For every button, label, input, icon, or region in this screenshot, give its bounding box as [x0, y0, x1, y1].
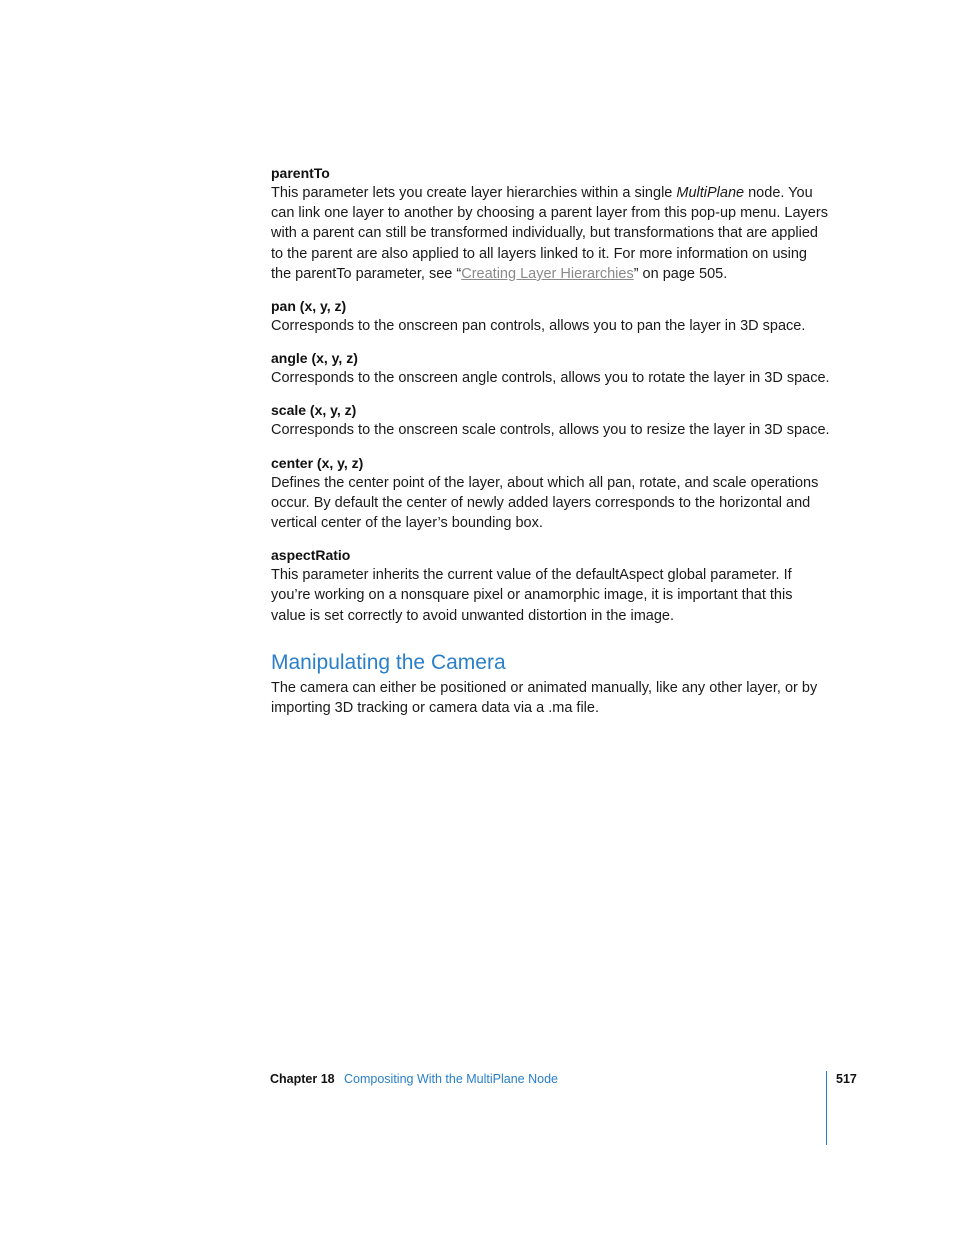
section-body: The camera can either be positioned or animated manually, like any other layer, or by importing 3D tracking or camera data via a .ma file.	[271, 679, 818, 717]
param-aspectratio	[271, 545, 831, 626]
param-description: Corresponds to the onscreen scale controls, allows you to resize the layer in 3D space.	[271, 422, 830, 439]
param-scale	[271, 400, 831, 440]
param-name: scale (x, y, z)	[271, 402, 357, 419]
param-center	[271, 453, 831, 534]
param-name: aspectRatio	[271, 547, 351, 564]
param-name: parentTo	[271, 165, 330, 181]
footer-divider	[826, 1071, 827, 1145]
param-name: angle (x, y, z)	[271, 350, 358, 367]
page-content	[271, 163, 831, 718]
desc-text: This parameter lets you create layer hierarchies within a single	[271, 185, 677, 201]
param-description: This parameter inherits the current value of the defaultAspect global parameter. If you’re working on a nonsquare pixel or anamorphic image, it is important that this value is set correctly to avoid unwanted distortion in the image.	[271, 567, 793, 624]
page-footer	[270, 1072, 860, 1092]
param-angle	[271, 348, 831, 388]
cross-reference-link[interactable]: Creating Layer Hierarchies	[461, 265, 634, 282]
section-heading: Manipulating the Camera	[271, 650, 506, 674]
param-description: Corresponds to the onscreen pan controls, allows you to pan the layer in 3D space.	[271, 318, 806, 335]
param-description: Defines the center point of the layer, about which all pan, rotate, and scale operations occur. By default the center of newly added layers corresponds to the horizontal and vertical center of the layer’s bounding box.	[271, 474, 819, 532]
footer-chapter-title: Compositing With the MultiPlane Node	[344, 1072, 558, 1086]
param-name: pan (x, y, z)	[271, 298, 347, 315]
footer-chapter-label: Chapter 18	[270, 1072, 335, 1086]
param-description: Corresponds to the onscreen angle controls, allows you to rotate the layer in 3D space.	[271, 370, 830, 387]
page-number: 517	[836, 1072, 857, 1086]
param-parentto	[271, 163, 831, 284]
param-pan	[271, 296, 831, 336]
desc-text: node. You can link one layer to another by choosing a parent layer from this pop-up menu. Layers with a parent can still be transformed individually, but transformations that are applied to the parent are also applied to all layers linked to it. For more information on using the parentTo parameter, see “	[271, 185, 828, 282]
param-description	[271, 183, 831, 284]
param-name: center (x, y, z)	[271, 454, 364, 471]
desc-text: ” on page 505.	[633, 265, 728, 282]
desc-italic: MultiPlane	[676, 185, 745, 201]
